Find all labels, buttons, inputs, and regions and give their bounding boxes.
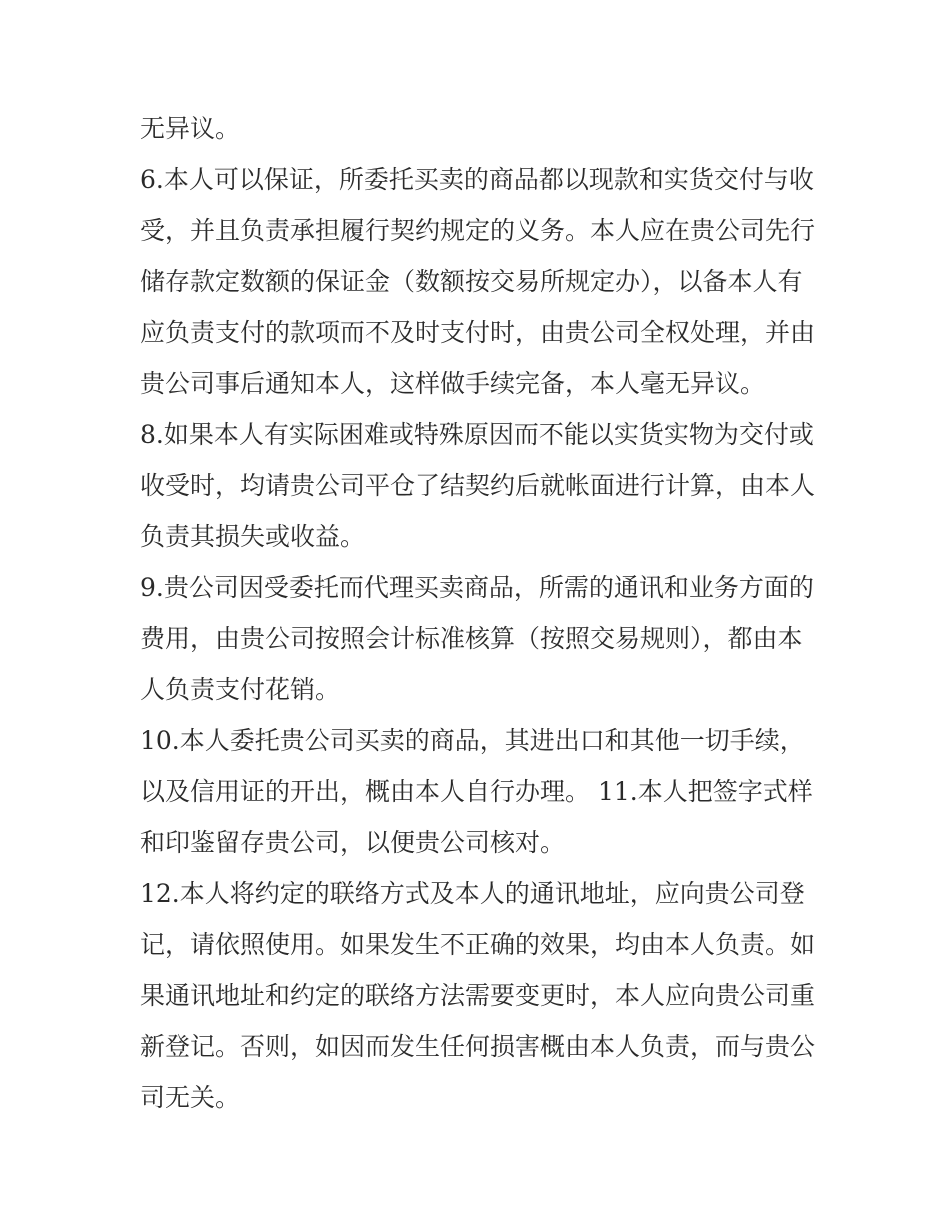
text-line: 负责其损失或收益。	[140, 522, 366, 551]
text-line: 收受时，均请贵公司平仓了结契约后就帐面进行计算，由本人	[140, 471, 816, 500]
text-line: 费用，由贵公司按照会计标准核算（按照交易规则），都由本	[140, 624, 803, 653]
text-line: 和印鉴留存贵公司，以便贵公司核对。	[140, 828, 566, 857]
document-body	[140, 103, 820, 1123]
text-line: 6.本人可以保证，所委托买卖的商品都以现款和实货交付与收	[140, 165, 814, 194]
text-line: 9.贵公司因受委托而代理买卖商品，所需的通讯和业务方面的	[140, 573, 814, 602]
text-line: 记，请依照使用。如果发生不正确的效果，均由本人负责。如	[140, 930, 816, 959]
text-line: 12.本人将约定的联络方式及本人的通讯地址，应向贵公司登	[140, 879, 805, 908]
text-line: 储存款定数额的保证金（数额按交易所规定办），以备本人有	[140, 267, 803, 296]
text-line: 司无关。	[140, 1083, 241, 1112]
text-line: 10.本人委托贵公司买卖的商品，其进出口和其他一切手续，	[140, 726, 805, 755]
text-line: 贵公司事后通知本人，这样做手续完备，本人毫无异议。	[140, 369, 766, 398]
text-line: 应负责支付的款项而不及时支付时，由贵公司全权处理，并由	[140, 318, 816, 347]
text-line: 以及信用证的开出，概由本人自行办理。 11.本人把签字式样	[140, 777, 813, 806]
text-line: 新登记。否则，如因而发生任何损害概由本人负责，而与贵公	[140, 1032, 816, 1061]
text-line: 8.如果本人有实际困难或特殊原因而不能以实货实物为交付或	[140, 420, 814, 449]
text-line: 无异议。	[140, 114, 241, 143]
text-line: 受，并且负责承担履行契约规定的义务。本人应在贵公司先行	[140, 216, 816, 245]
text-line: 果通讯地址和约定的联络方法需要变更时，本人应向贵公司重	[140, 981, 816, 1010]
text-line: 人负责支付花销。	[140, 675, 341, 704]
